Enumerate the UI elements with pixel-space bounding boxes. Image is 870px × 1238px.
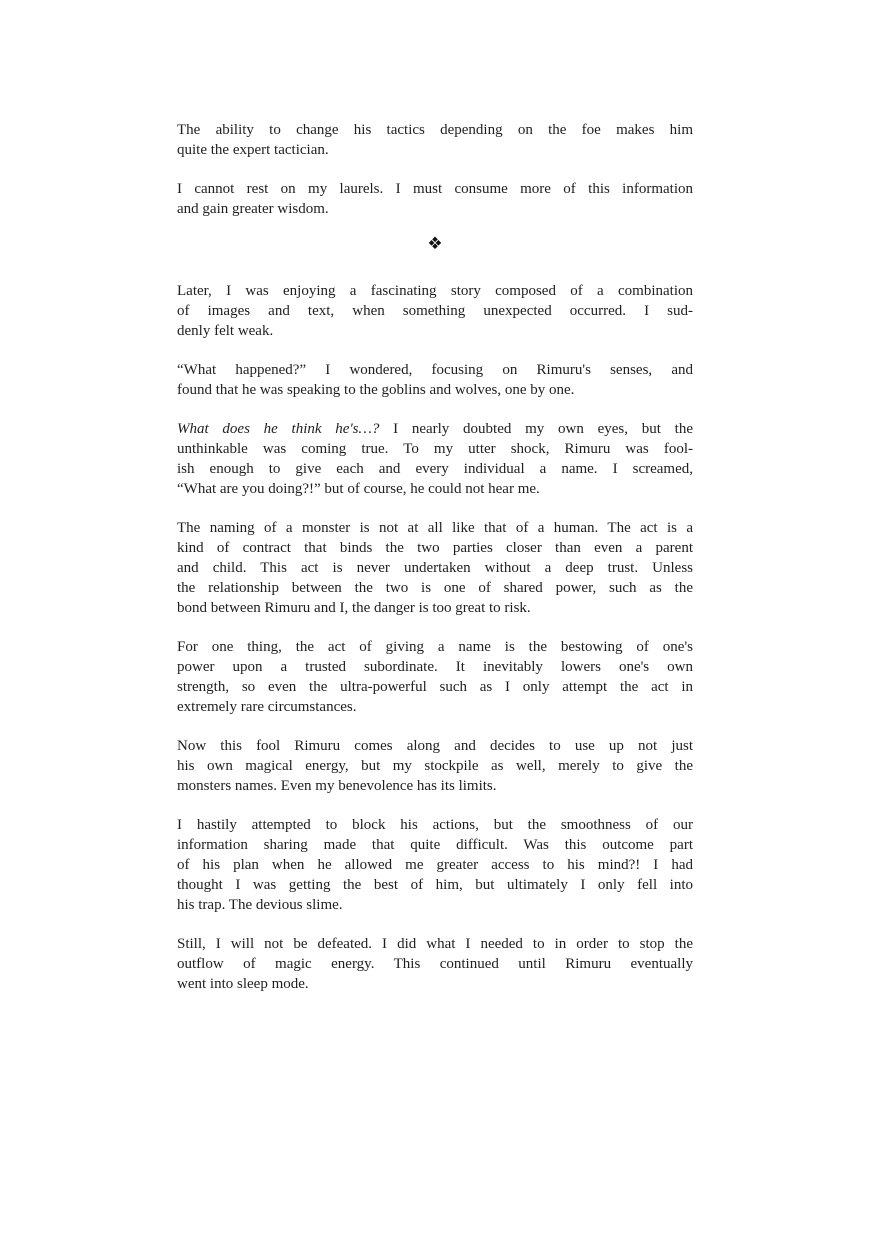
paragraph: [177, 637, 693, 717]
paragraph: [177, 419, 693, 499]
text-line: unthinkable was coming true. To my utter shock, Rimuru was fool-: [177, 441, 693, 457]
text-line: kind of contract that binds the two parties closer than even a parent: [177, 540, 693, 556]
text-line: Still, I will not be defeated. I did what I needed to in order to stop the: [177, 936, 693, 952]
text-line: information sharing made that quite difficult. Was this outcome part: [177, 837, 693, 853]
text-line: and gain greater wisdom.: [177, 201, 329, 217]
paragraph: [177, 736, 693, 796]
text-line: quite the expert tactician.: [177, 142, 329, 158]
text-line: I cannot rest on my laurels. I must consume more of this information: [177, 181, 693, 197]
scene-break-ornament-icon: ❖: [427, 234, 443, 253]
text-line: and child. This act is never undertaken without a deep trust. Unless: [177, 560, 693, 576]
paragraph: [177, 281, 693, 341]
text-line: the relationship between the two is one of shared power, such as the: [177, 580, 693, 596]
paragraph: [177, 179, 693, 219]
italic-text: What does he think he's…?: [177, 421, 380, 437]
text-line: power upon a trusted subordinate. It inevitably lowers one's own: [177, 659, 693, 675]
text-line: [177, 419, 693, 439]
text-line: Later, I was enjoying a fascinating story composed of a combination: [177, 283, 693, 299]
text-line: of images and text, when something unexpected occurred. I sud-: [177, 303, 693, 319]
text-line: “What happened?” I wondered, focusing on Rimuru's senses, and: [177, 362, 693, 378]
text-line: I hastily attempted to block his actions, but the smoothness of our: [177, 817, 693, 833]
text-line: ish enough to give each and every individual a name. I screamed,: [177, 461, 693, 477]
text-line: his own magical energy, but my stockpile as well, merely to give the: [177, 758, 693, 774]
text-line: strength, so even the ultra-powerful such as I only attempt the act in: [177, 679, 693, 695]
paragraph: [177, 360, 693, 400]
section-before-divider: [177, 120, 693, 219]
text-line: For one thing, the act of giving a name is the bestowing of one's: [177, 639, 693, 655]
text-line: found that he was speaking to the goblins and wolves, one by one.: [177, 382, 575, 398]
paragraph: [177, 815, 693, 915]
text-line: of his plan when he allowed me greater access to his mind?! I had: [177, 857, 693, 873]
text-line: went into sleep mode.: [177, 976, 309, 992]
paragraph: [177, 120, 693, 160]
text-column: [177, 120, 693, 1013]
text-line: monsters names. Even my benevolence has its limits.: [177, 778, 497, 794]
regular-text: I nearly doubted my own eyes, but the: [379, 421, 693, 437]
text-line: “What are you doing?!” but of course, he could not hear me.: [177, 481, 540, 497]
text-line: The ability to change his tactics depending on the foe makes him: [177, 122, 693, 138]
text-line: thought I was getting the best of him, but ultimately I only fell into: [177, 877, 693, 893]
text-line: The naming of a monster is not at all like that of a human. The act is a: [177, 520, 693, 536]
paragraph: [177, 518, 693, 618]
text-line: denly felt weak.: [177, 323, 274, 339]
text-line: his trap. The devious slime.: [177, 897, 343, 913]
text-line: extremely rare circumstances.: [177, 699, 357, 715]
section-after-divider: [177, 281, 693, 994]
text-line: Now this fool Rimuru comes along and decides to use up not just: [177, 738, 693, 754]
text-line: bond between Rimuru and I, the danger is too great to risk.: [177, 600, 531, 616]
paragraph: [177, 934, 693, 994]
text-line: outflow of magic energy. This continued until Rimuru eventually: [177, 956, 693, 972]
